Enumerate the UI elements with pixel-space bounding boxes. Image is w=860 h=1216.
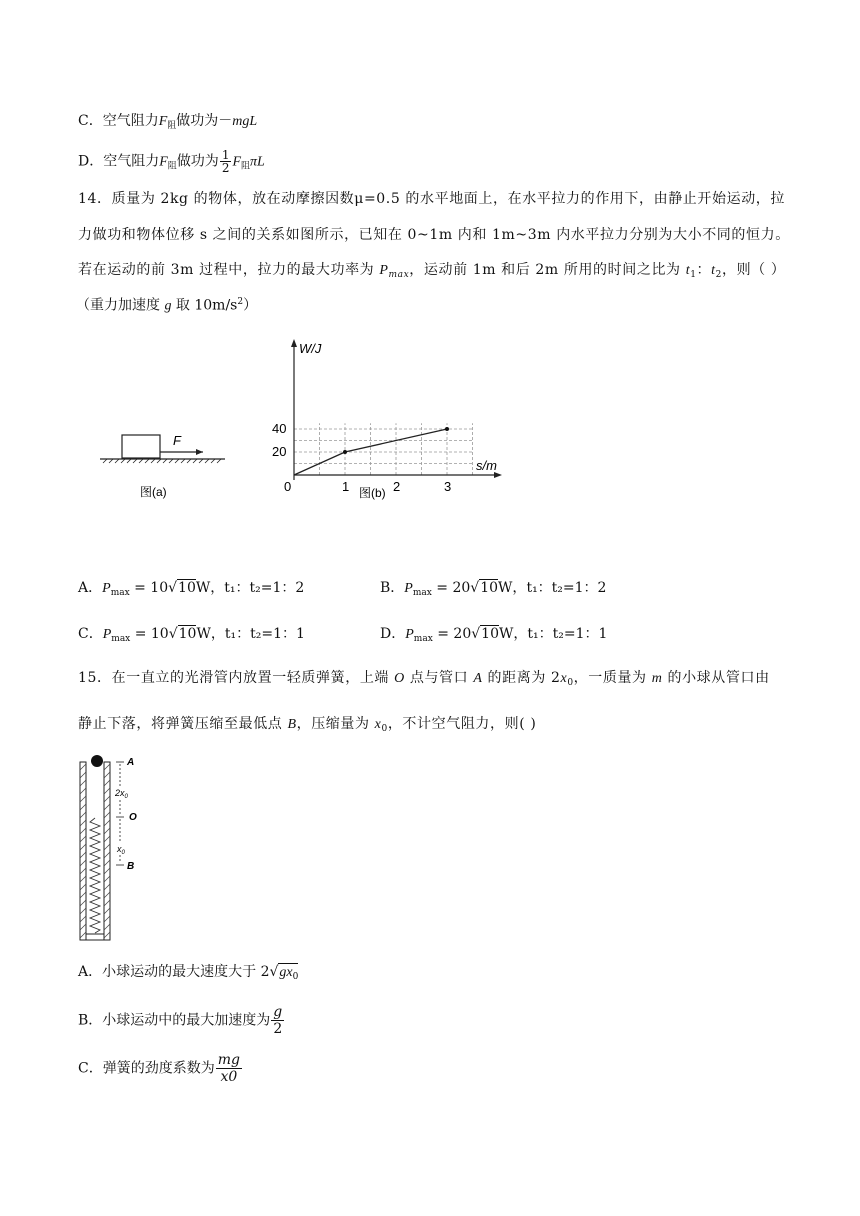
- subscript: max: [412, 588, 432, 598]
- radicand: $gx_0$: [279, 965, 299, 982]
- subscript: 阻: [167, 121, 177, 131]
- label-x0: $x_0$: [117, 844, 125, 856]
- denominator: 2: [221, 161, 230, 175]
- option-text: 小球运动的最大速度大于 2: [102, 964, 270, 980]
- text: ，则（ ）: [721, 262, 786, 278]
- text: ）: [243, 297, 258, 314]
- q14-option-b[interactable]: B．$P_{max} = 20√10W$，t₁：t₂=1：2: [380, 580, 607, 598]
- equation: = 10: [130, 626, 169, 642]
- figure-a: [95, 425, 235, 505]
- option-text: 空气阻力: [102, 113, 159, 129]
- option-letter: D．: [78, 153, 104, 170]
- label-2x0: $2x_0$: [115, 788, 128, 800]
- superscript: 2: [237, 297, 244, 307]
- unit: W，: [196, 626, 225, 642]
- y-axis-label: W/J: [299, 341, 322, 356]
- option-letter: D．: [380, 626, 406, 642]
- block: [122, 435, 160, 458]
- option-letter: B．: [380, 580, 405, 596]
- var-a: A: [473, 671, 483, 686]
- tube-walls: [80, 762, 110, 940]
- text: ，不计空气阻力，则( ): [387, 716, 537, 732]
- x-tick-label: 2: [393, 479, 401, 494]
- text: ，压缩量为: [296, 716, 375, 732]
- subscript: max: [111, 634, 131, 644]
- q15-option-a[interactable]: A．小球运动的最大速度大于 $2√gx_0$: [78, 964, 299, 982]
- expr-mgl: mgL: [232, 114, 258, 129]
- x-axis-label: s/m: [476, 458, 497, 473]
- q14-line-2: 力做功和物体位移 s 之间的关系如图所示，已知在 0~1m 内和 1m~3m 内水平拉力分别为大小不同的恒力。: [78, 227, 790, 243]
- text: 的小球从管口由: [662, 670, 770, 686]
- numerator: 1: [221, 148, 230, 162]
- subscript: max: [388, 270, 410, 280]
- unit: W，: [498, 626, 528, 642]
- option-text: 小球运动中的最大加速度为: [102, 1012, 271, 1029]
- subscript: 2: [715, 270, 722, 280]
- equation: = 10: [129, 580, 169, 596]
- var-x: x: [374, 717, 382, 732]
- text: 若在运动的前 3m 过程中，拉力的最大功率为: [78, 262, 380, 278]
- radicand: 10: [481, 626, 499, 642]
- subscript: max: [413, 634, 433, 644]
- time-ratio: t₁：t₂=1：1: [224, 626, 305, 642]
- subscript: 阻: [241, 161, 251, 172]
- unit: W，: [498, 580, 527, 596]
- var-p: P: [102, 627, 112, 642]
- force-label: F: [173, 433, 181, 448]
- time-ratio: t₁：t₂=1：2: [526, 580, 607, 596]
- option-letter: A．: [78, 580, 103, 596]
- figure-b-caption: 图(b): [359, 486, 386, 500]
- subscript: 1: [690, 270, 697, 280]
- x-tick-label: 3: [444, 479, 452, 494]
- radicand: 10: [178, 626, 197, 642]
- var-m: m: [651, 671, 663, 686]
- var-x: x: [560, 671, 568, 686]
- var-t: t: [685, 263, 691, 278]
- figure-a-caption: 图(a): [140, 485, 167, 499]
- text: （重力加速度: [76, 297, 165, 314]
- fraction: $\frac{g}{2}$: [273, 1004, 283, 1037]
- var-p: P: [405, 627, 414, 642]
- label-a: A: [127, 757, 135, 768]
- subscript: 0: [567, 678, 574, 688]
- q14-line-3: [78, 260, 785, 285]
- text: 点与管口: [404, 670, 474, 686]
- var-g: g: [164, 298, 172, 314]
- var-p: P: [379, 263, 389, 278]
- text: ，运动前 1m 和后 2m 所用的时间之比为: [409, 262, 686, 278]
- option-letter: C．: [78, 1060, 103, 1077]
- option-letter: B．: [78, 1012, 103, 1029]
- chart-ticks: [272, 421, 451, 494]
- data-point: [343, 450, 347, 454]
- text: 取 10m/s: [171, 297, 238, 314]
- option-text: 做功为－: [176, 113, 233, 129]
- q14-option-c[interactable]: C．$P_{max} = 10√10W$，t₁：t₂=1：1: [78, 626, 305, 644]
- q15-option-c[interactable]: [78, 1052, 243, 1085]
- y-tick-label: 20: [272, 444, 287, 459]
- var-t: t: [711, 263, 716, 278]
- text: 的距离为 2: [482, 670, 561, 686]
- chart-series: [294, 427, 449, 475]
- unit: W，: [195, 580, 225, 596]
- fraction-half: [220, 149, 232, 174]
- figure-b-chart: [262, 335, 512, 505]
- var-f: F: [159, 154, 168, 170]
- q15-option-b[interactable]: [78, 1004, 285, 1037]
- text: 15．在一直立的光滑管内放置一轻质弹簧，上端: [78, 670, 395, 686]
- label-b: B: [127, 861, 135, 872]
- var-f: F: [158, 114, 168, 129]
- option-letter: A．: [78, 964, 103, 980]
- q15-line-1: [78, 668, 770, 693]
- option-text: 空气阻力: [103, 153, 160, 170]
- q13-option-c: [78, 111, 257, 136]
- time-ratio: t₁：t₂=1：1: [527, 626, 608, 642]
- subscript: 0: [381, 724, 388, 734]
- label-o: O: [129, 812, 137, 823]
- y-tick-label: 40: [272, 421, 287, 436]
- time-ratio: t₁：t₂=1：2: [224, 580, 305, 596]
- var-p: P: [102, 581, 111, 596]
- option-letter: C．: [78, 626, 103, 642]
- option-text: 做功为: [176, 153, 219, 170]
- equation: = 20: [432, 626, 472, 642]
- data-point: [445, 427, 449, 431]
- subscript: max: [110, 588, 130, 598]
- var-p: P: [404, 581, 413, 596]
- ground-hatch: [103, 459, 221, 463]
- var-o: O: [394, 671, 405, 686]
- ball: [91, 755, 103, 767]
- subscript: 阻: [167, 161, 177, 172]
- q14-option-d[interactable]: D．$P_{max} = 20√10W$，t₁：t₂=1：1: [380, 626, 608, 644]
- equation: = 20: [431, 580, 471, 596]
- x-tick-label: 1: [342, 479, 350, 494]
- q14-line-4: [76, 292, 257, 317]
- radicand: 10: [480, 580, 499, 596]
- expr-pil: πL: [250, 154, 265, 170]
- text: 静止下落，将弹簧压缩至最低点: [78, 716, 288, 732]
- option-text: 弹簧的劲度系数为: [102, 1060, 215, 1077]
- var-b: B: [287, 717, 297, 732]
- text: ：: [696, 262, 712, 278]
- q15-line-2: [78, 714, 536, 739]
- q13-option-d: [78, 149, 265, 177]
- spring-coil: [90, 818, 100, 933]
- spring-tube-figure: [76, 752, 156, 947]
- fraction: $\frac{mg}{x0}$: [217, 1052, 240, 1085]
- option-letter: C．: [78, 113, 103, 129]
- origin-label: 0: [284, 479, 292, 494]
- q14-line-1: 14．质量为 2kg 的物体，放在动摩擦因数μ=0.5 的水平地面上，在水平拉力的作用下，由静止开始运动，拉: [78, 191, 786, 207]
- q14-option-a[interactable]: A．$P_{max} = 10√10W$，t₁：t₂=1：2: [78, 580, 305, 598]
- radicand: 10: [178, 580, 196, 596]
- var-f: F: [232, 154, 242, 170]
- y-axis-arrow: [291, 339, 297, 347]
- text: ，一质量为: [573, 670, 652, 686]
- chart-grid: [294, 423, 473, 475]
- arrow-head: [196, 449, 203, 455]
